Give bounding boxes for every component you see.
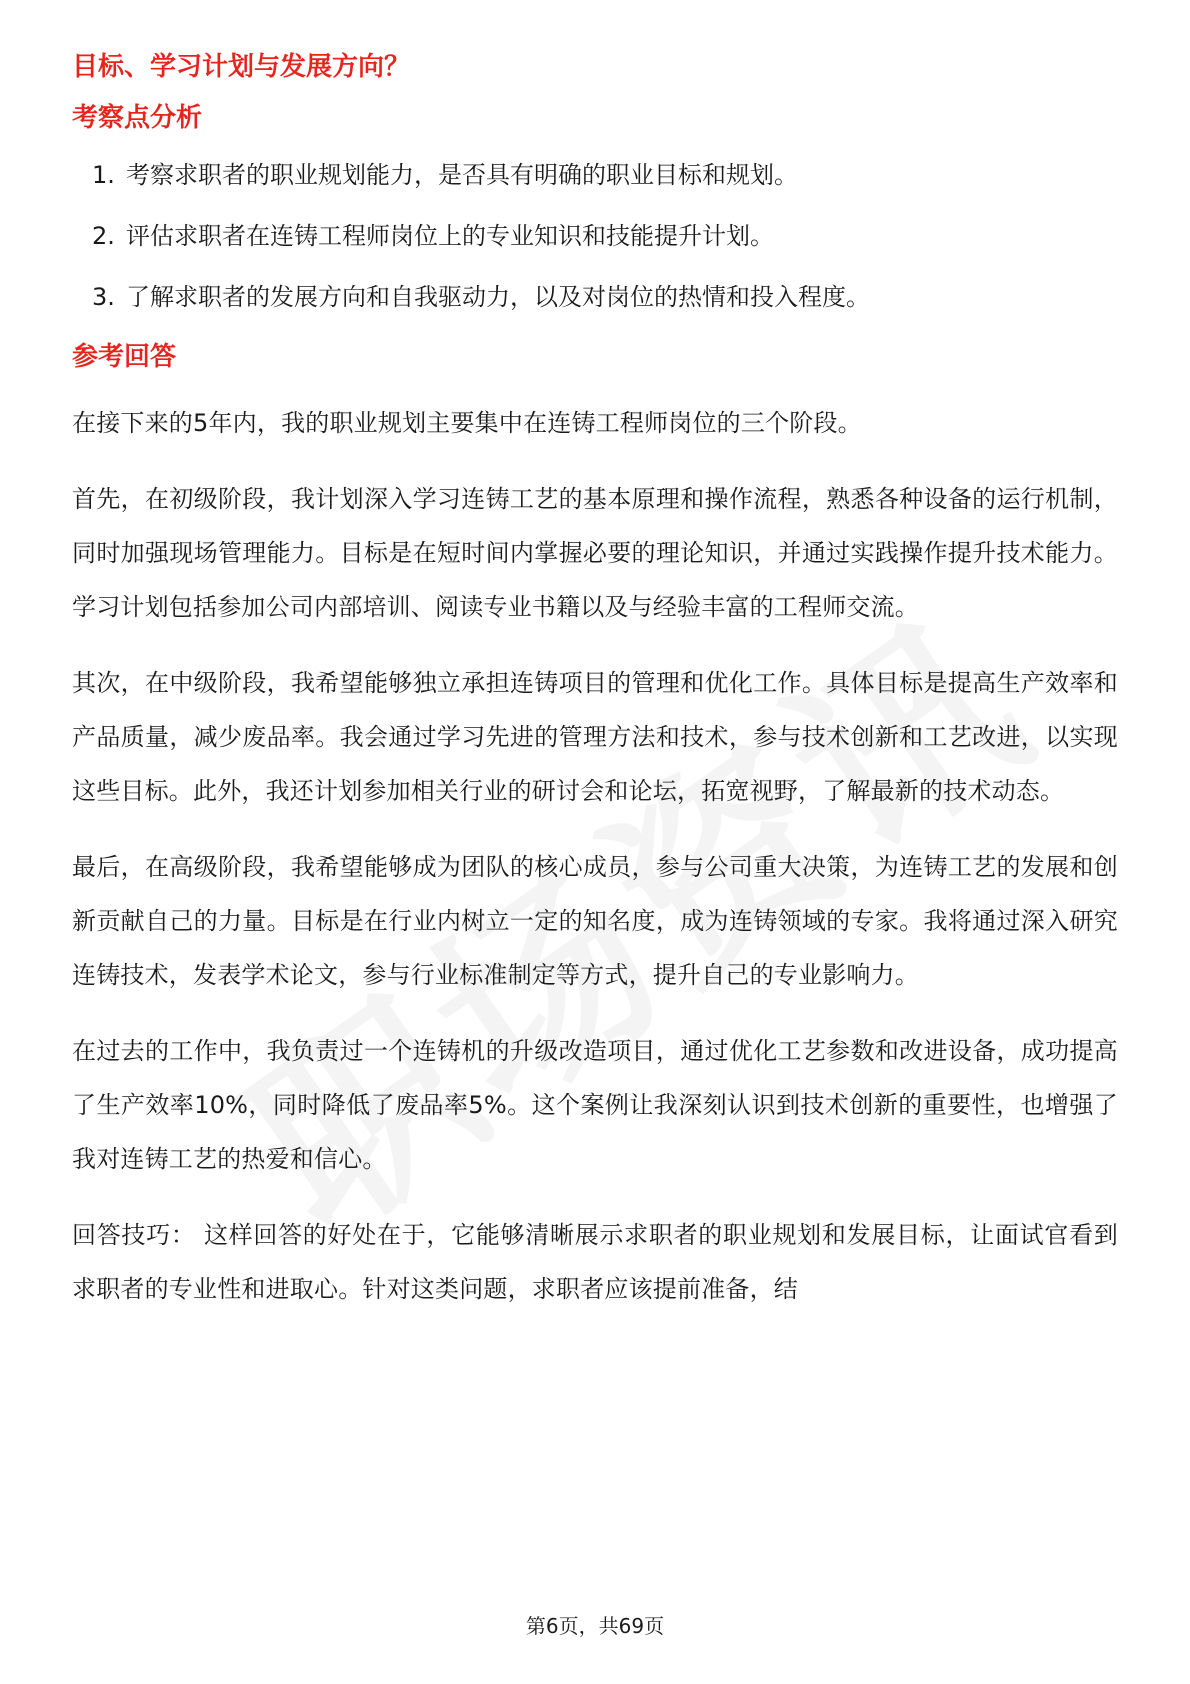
list-item [92,279,1118,315]
analysis-list [72,157,1118,315]
list-item-text: 评估求职者在连铸工程师岗位上的专业知识和技能提升计划。 [126,222,774,250]
list-item-number: 3. [92,283,115,311]
page-content [72,50,1118,1338]
list-item-number: 2. [92,222,115,250]
answer-paragraph-case: 在过去的工作中，我负责过一个连铸机的升级改造项目，通过优化工艺参数和改进设备，成功提高了生产效率10%，同时降低了废品率5%。这个案例让我深刻认识到技术创新的重要性，也增强了我对连铸工艺的热爱和信心。 [72,1037,1118,1173]
list-item-text: 了解求职者的发展方向和自我驱动力，以及对岗位的热情和投入程度。 [126,283,870,311]
page-number: 第6页，共69页 [525,1614,665,1638]
answer-paragraph-intermediate: 其次，在中级阶段，我希望能够独立承担连铸项目的管理和优化工作。具体目标是提高生产效率和产品质量，减少废品率。我会通过学习先进的管理方法和技术，参与技术创新和工艺改进，以实现这些目标。此外，我还计划参加相关行业的研讨会和论坛，拓宽视野，了解最新的技术动态。 [72,669,1118,805]
list-item [92,157,1118,193]
answer-paragraph-intro: 在接下来的5年内，我的职业规划主要集中在连铸工程师岗位的三个阶段。 [72,409,862,437]
list-item-text: 考察求职者的职业规划能力，是否具有明确的职业目标和规划。 [126,161,798,189]
answer-paragraph-senior: 最后，在高级阶段，我希望能够成为团队的核心成员，参与公司重大决策，为连铸工艺的发展和创新贡献自己的力量。目标是在行业内树立一定的知名度，成为连铸领域的专家。我将通过深入研究连铸技术，发表学术论文，参与行业标准制定等方式，提升自己的专业影响力。 [72,853,1118,989]
list-item [92,218,1118,254]
question-title: 目标、学习计划与发展方向？ [72,52,411,82]
answer-paragraph-junior: 首先，在初级阶段，我计划深入学习连铸工艺的基本原理和操作流程，熟悉各种设备的运行机制，同时加强现场管理能力。目标是在短时间内掌握必要的理论知识，并通过实践操作提升技术能力。学习计划包括参加公司内部培训、阅读专业书籍以及与经验丰富的工程师交流。 [72,485,1118,621]
answer-paragraph-tips: 回答技巧： 这样回答的好处在于，它能够清晰展示求职者的职业规划和发展目标，让面试官看到求职者的专业性和进取心。针对这类问题，求职者应该提前准备，结 [72,1221,1118,1303]
list-item-number: 1. [92,161,115,189]
answer-heading: 参考回答 [72,342,177,372]
analysis-heading: 考察点分析 [72,103,203,133]
